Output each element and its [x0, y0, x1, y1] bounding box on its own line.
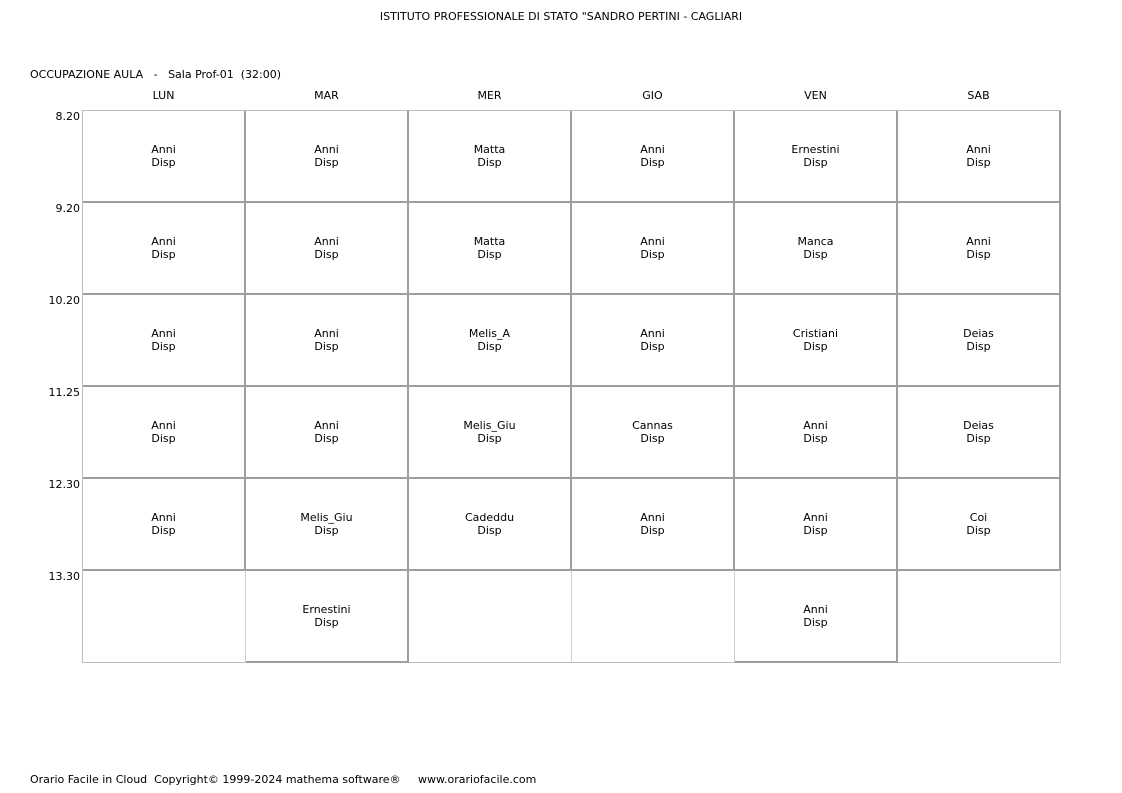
cell-subject: Disp: [803, 156, 828, 169]
timetable-cell: [735, 571, 898, 663]
cell-teacher: Cristiani: [792, 327, 839, 340]
cell-teacher: Ernestini: [302, 603, 351, 616]
timetable-cell: [83, 203, 246, 295]
cell-teacher: Anni: [966, 143, 991, 156]
cell-subject: Disp: [477, 432, 502, 445]
cell-teacher: Manca: [797, 235, 834, 248]
cell-teacher: Deias: [963, 327, 994, 340]
cell-teacher: Anni: [151, 511, 176, 524]
cell-subject: Disp: [314, 524, 339, 537]
timetable-cell: [246, 387, 409, 479]
cell-teacher: Anni: [803, 419, 828, 432]
timetable-cell: [898, 203, 1061, 295]
cell-subject: Disp: [640, 156, 665, 169]
day-header-mer: MER: [477, 89, 502, 102]
timetable-cell: [572, 111, 735, 203]
cell-teacher: Anni: [314, 419, 339, 432]
time-label: 8.20: [55, 110, 80, 123]
cell-teacher: Deias: [963, 419, 994, 432]
cell-teacher: Cannas: [632, 419, 673, 432]
timetable-cell-empty: [83, 571, 246, 663]
cell-teacher: Matta: [473, 235, 506, 248]
day-header-mar: MAR: [314, 89, 339, 102]
timetable-cell: [246, 111, 409, 203]
time-label: 12.30: [48, 478, 80, 491]
cell-subject: Disp: [803, 524, 828, 537]
cell-teacher: Anni: [151, 235, 176, 248]
cell-teacher: Anni: [803, 603, 828, 616]
day-header-ven: VEN: [804, 89, 827, 102]
timetable-cell: [246, 295, 409, 387]
cell-teacher: Anni: [151, 143, 176, 156]
cell-subject: Disp: [477, 340, 502, 353]
cell-teacher: Melis_A: [468, 327, 511, 340]
timetable-cell: [735, 111, 898, 203]
cell-teacher: Anni: [151, 327, 176, 340]
timetable-grid: [82, 110, 1061, 663]
timetable-cell-empty: [409, 571, 572, 663]
cell-subject: Disp: [477, 156, 502, 169]
timetable-cell: [735, 479, 898, 571]
timetable-cell: [246, 479, 409, 571]
cell-teacher: Anni: [803, 511, 828, 524]
timetable-cell: [83, 479, 246, 571]
cell-subject: Disp: [151, 156, 176, 169]
cell-teacher: Melis_Giu: [300, 511, 353, 524]
cell-teacher: Anni: [314, 235, 339, 248]
time-label: 10.20: [48, 294, 80, 307]
timetable-cell: [246, 203, 409, 295]
timetable-cell: [572, 295, 735, 387]
cell-teacher: Anni: [640, 235, 665, 248]
cell-subject: Disp: [640, 248, 665, 261]
timetable-cell: [572, 479, 735, 571]
cell-teacher: Cadeddu: [464, 511, 515, 524]
timetable-cell: [246, 571, 409, 663]
timetable-cell: [735, 203, 898, 295]
timetable-cell: [735, 295, 898, 387]
footer-copyright: Orario Facile in Cloud Copyright© 1999-2024 mathema software® www.orariofacile.com: [30, 773, 537, 786]
cell-subject: Disp: [640, 340, 665, 353]
time-label: 11.25: [48, 386, 80, 399]
cell-subject: Disp: [640, 524, 665, 537]
day-header-lun: LUN: [152, 89, 175, 102]
timetable-cell: [409, 111, 572, 203]
timetable-cell-empty: [898, 571, 1061, 663]
timetable-cell: [409, 203, 572, 295]
timetable-cell: [898, 387, 1061, 479]
timetable-cell: [83, 387, 246, 479]
cell-subject: Disp: [803, 340, 828, 353]
cell-subject: Disp: [151, 432, 176, 445]
cell-subject: Disp: [966, 524, 991, 537]
timetable-cell: [83, 295, 246, 387]
timetable-cell: [572, 387, 735, 479]
cell-subject: Disp: [314, 156, 339, 169]
cell-teacher: Coi: [969, 511, 988, 524]
timetable-cell-empty: [572, 571, 735, 663]
room-occupancy-subtitle: OCCUPAZIONE AULA - Sala Prof-01 (32:00): [30, 68, 282, 81]
cell-subject: Disp: [151, 340, 176, 353]
timetable-cell: [898, 295, 1061, 387]
timetable-cell: [83, 111, 246, 203]
time-label: 9.20: [55, 202, 80, 215]
cell-subject: Disp: [803, 432, 828, 445]
cell-teacher: Melis_Giu: [463, 419, 516, 432]
day-header-sab: SAB: [967, 89, 990, 102]
cell-teacher: Anni: [640, 143, 665, 156]
cell-subject: Disp: [151, 248, 176, 261]
timetable-cell: [409, 387, 572, 479]
cell-subject: Disp: [803, 248, 828, 261]
cell-subject: Disp: [314, 248, 339, 261]
cell-teacher: Matta: [473, 143, 506, 156]
cell-teacher: Anni: [314, 143, 339, 156]
day-header-gio: GIO: [642, 89, 663, 102]
time-label: 13.30: [48, 570, 80, 583]
timetable-cell: [409, 295, 572, 387]
page-title: ISTITUTO PROFESSIONALE DI STATO "SANDRO PERTINI - CAGLIARI: [379, 10, 743, 23]
timetable-cell: [898, 111, 1061, 203]
cell-subject: Disp: [966, 248, 991, 261]
cell-subject: Disp: [477, 524, 502, 537]
cell-subject: Disp: [314, 340, 339, 353]
cell-teacher: Anni: [151, 419, 176, 432]
cell-subject: Disp: [640, 432, 665, 445]
cell-teacher: Anni: [640, 327, 665, 340]
timetable-cell: [409, 479, 572, 571]
cell-teacher: Ernestini: [791, 143, 840, 156]
cell-subject: Disp: [314, 432, 339, 445]
cell-subject: Disp: [966, 432, 991, 445]
cell-subject: Disp: [314, 616, 339, 629]
cell-teacher: Anni: [966, 235, 991, 248]
cell-teacher: Anni: [640, 511, 665, 524]
cell-subject: Disp: [477, 248, 502, 261]
timetable-cell: [735, 387, 898, 479]
timetable-cell: [898, 479, 1061, 571]
cell-subject: Disp: [966, 340, 991, 353]
cell-subject: Disp: [151, 524, 176, 537]
cell-subject: Disp: [966, 156, 991, 169]
cell-teacher: Anni: [314, 327, 339, 340]
cell-subject: Disp: [803, 616, 828, 629]
timetable-cell: [572, 203, 735, 295]
